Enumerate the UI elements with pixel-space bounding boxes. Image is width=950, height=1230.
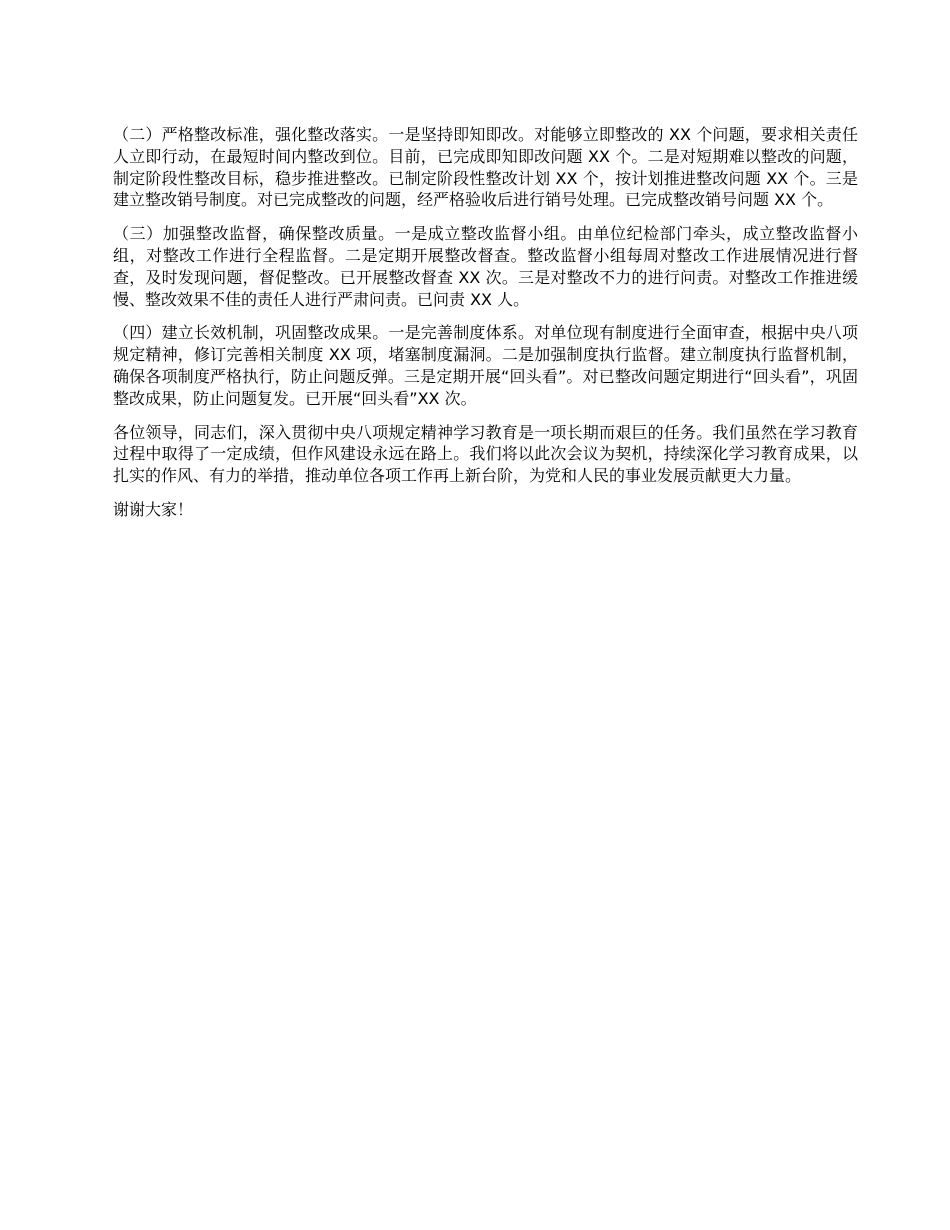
document-body	[113, 124, 858, 521]
paragraph-rectification-supervision: （三）加强整改监督，确保整改质量。一是成立整改监督小组。由单位纪检部门牵头，成立整改监督小组，对整改工作进行全程监督。二是定期开展整改督查。整改监督小组每周对整改工作进展情况进行督查，及时发现问题，督促整改。已开展整改督查 XX 次。三是对整改不力的进行问责。对整改工作推进缓慢、整改效果不佳的责任人进行严肃问责。已问责 XX 人。	[113, 224, 858, 309]
paragraph-rectification-standards: （二）严格整改标准，强化整改落实。一是坚持即知即改。对能够立即整改的 XX 个问题，要求相关责任人立即行动，在最短时间内整改到位。目前，已完成即知即改问题 XX 个。二是对短期难以整改的问题，制定阶段性整改目标，稳步推进整改。已制定阶段性整改计划 XX 个，按计划推进整改问题 XX 个。三是建立整改销号制度。对已完成整改的问题，经严格验收后进行销号处理。已完成整改销号问题 XX 个。	[113, 125, 858, 210]
paragraph-conclusion: 各位领导，同志们，深入贯彻中央八项规定精神学习教育是一项长期而艰巨的任务。我们虽然在学习教育过程中取得了一定成绩，但作风建设永远在路上。我们将以此次会议为契机，持续深化学习教育成果，以扎实的作风、有力的举措，推动单位各项工作再上新台阶，为党和人民的事业发展贡献更大力量。	[113, 422, 858, 486]
paragraph-long-term-mechanism: （四）建立长效机制，巩固整改成果。一是完善制度体系。对单位现有制度进行全面审查，根据中央八项规定精神，修订完善相关制度 XX 项，堵塞制度漏洞。二是加强制度执行监督。建立制度执行监督机制，确保各项制度严格执行，防止问题反弹。三是定期开展“回头看”。对已整改问题定期进行“回头看”，巩固整改成果，防止问题复发。已开展“回头看”XX 次。	[113, 323, 858, 408]
closing-thanks: 谢谢大家！	[113, 499, 194, 519]
